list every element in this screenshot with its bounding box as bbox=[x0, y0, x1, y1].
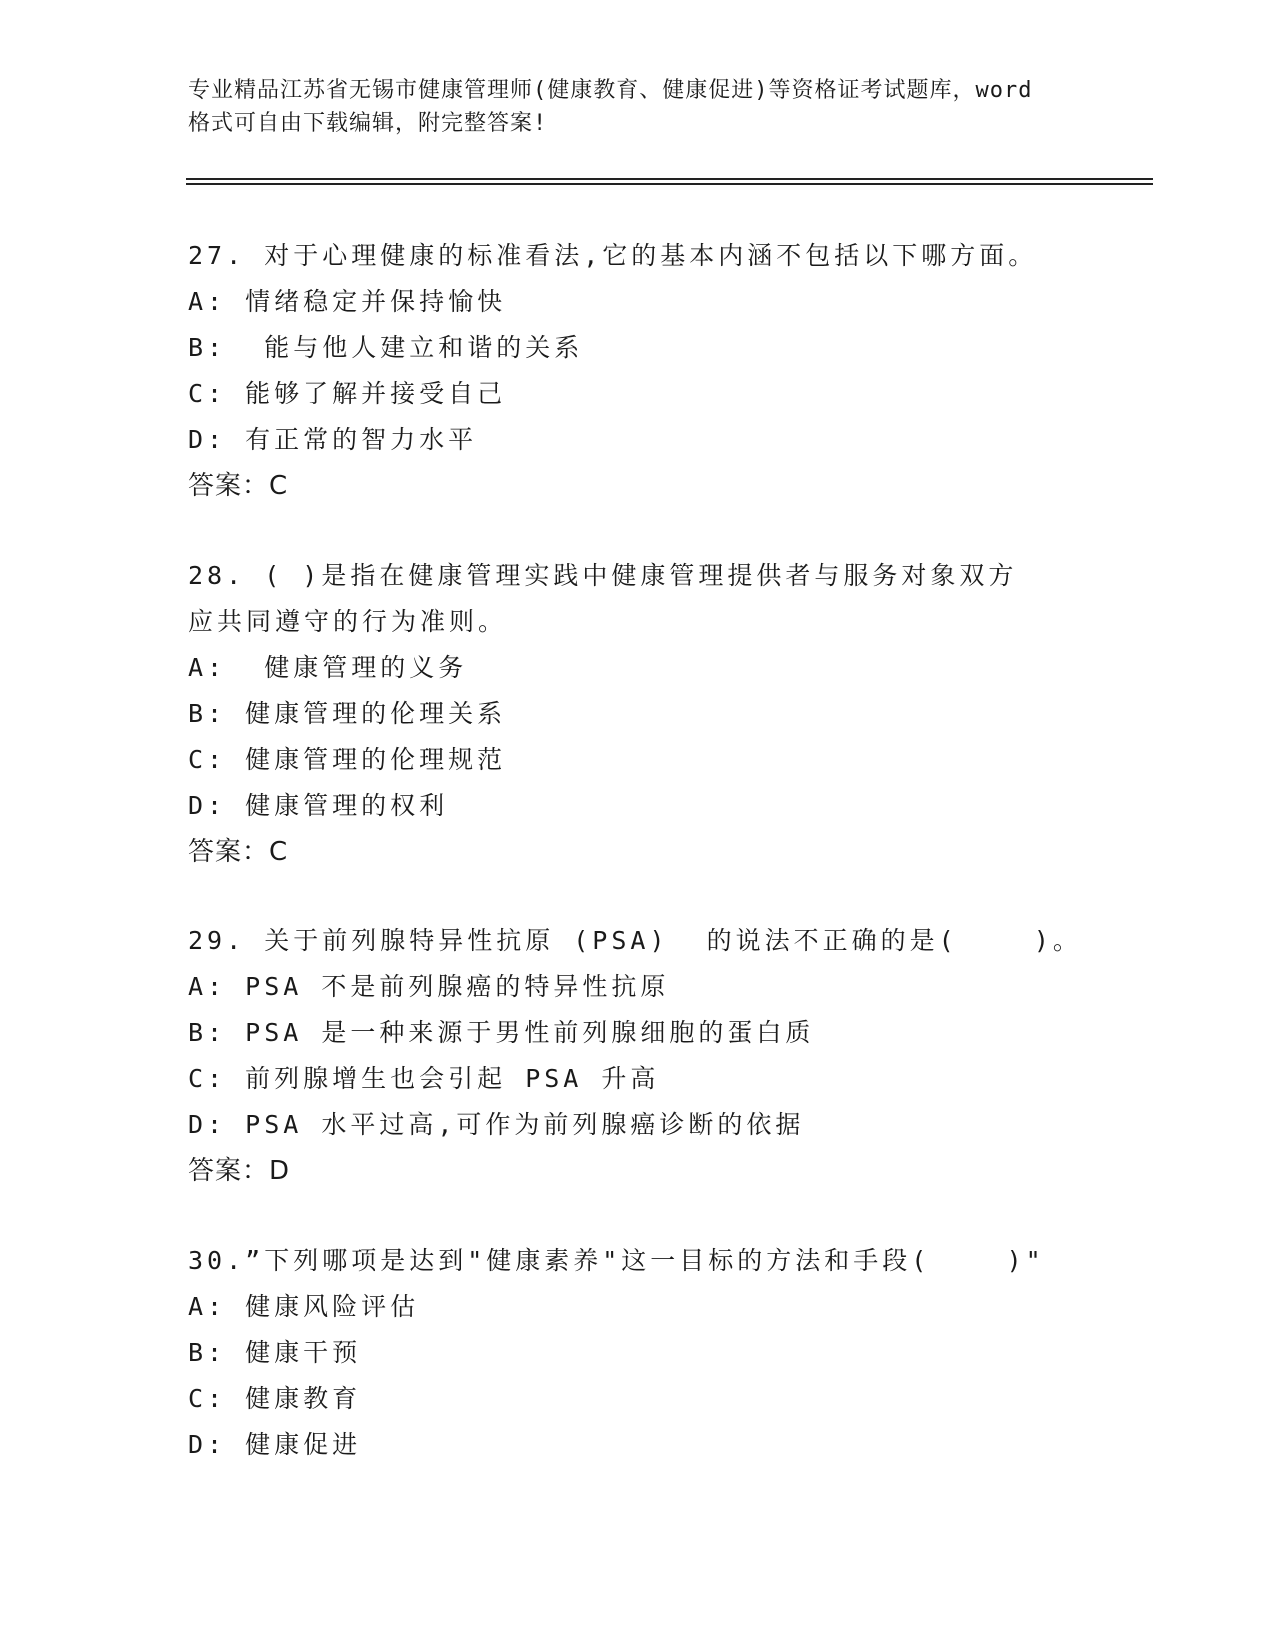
question-29 bbox=[188, 918, 1088, 1194]
option-c: C: 健康教育 bbox=[188, 1384, 362, 1413]
question-stem: 28. ( )是指在健康管理实践中健康管理提供者与服务对象双方应共同遵守的行为准则。 bbox=[188, 561, 1018, 636]
option-c: C: 前列腺增生也会引起 PSA 升高 bbox=[188, 1064, 660, 1093]
question-27 bbox=[188, 233, 1088, 509]
answer-line: 答案：D bbox=[188, 1156, 291, 1186]
option-b: B: 健康管理的伦理关系 bbox=[188, 699, 507, 728]
question-stem: 30.”下列哪项是达到"健康素养"这一目标的方法和手段( )" bbox=[188, 1246, 1045, 1275]
option-d: D: 有正常的智力水平 bbox=[188, 425, 478, 454]
document-header bbox=[188, 74, 1108, 140]
option-d: D: 健康促进 bbox=[188, 1430, 362, 1459]
question-30 bbox=[188, 1238, 1088, 1468]
answer-line: 答案：C bbox=[188, 837, 289, 867]
header-rule-top bbox=[186, 178, 1153, 180]
option-a: A: 健康风险评估 bbox=[188, 1292, 420, 1321]
answer-line: 答案：C bbox=[188, 471, 289, 501]
option-a: A: PSA 不是前列腺癌的特异性抗原 bbox=[188, 972, 670, 1001]
question-stem: 29. 关于前列腺特异性抗原 (PSA) 的说法不正确的是( )。 bbox=[188, 926, 1082, 955]
header-line-2: 格式可自由下载编辑，附完整答案! bbox=[188, 111, 548, 136]
question-stem: 27. 对于心理健康的标准看法,它的基本内涵不包括以下哪方面。 bbox=[188, 241, 1038, 270]
option-b: B: 能与他人建立和谐的关系 bbox=[188, 333, 584, 362]
option-a: A: 健康管理的义务 bbox=[188, 653, 468, 682]
question-28 bbox=[188, 553, 1088, 875]
option-d: D: PSA 水平过高,可作为前列腺癌诊断的依据 bbox=[188, 1110, 805, 1139]
option-d: D: 健康管理的权利 bbox=[188, 791, 449, 820]
option-b: B: 健康干预 bbox=[188, 1338, 362, 1367]
option-c: C: 健康管理的伦理规范 bbox=[188, 745, 507, 774]
header-line-1: 专业精品江苏省无锡市健康管理师(健康教育、健康促进)等资格证考试题库，word bbox=[188, 78, 1033, 103]
option-b: B: PSA 是一种来源于男性前列腺细胞的蛋白质 bbox=[188, 1018, 815, 1047]
option-c: C: 能够了解并接受自己 bbox=[188, 379, 507, 408]
header-rule-bottom bbox=[186, 183, 1153, 185]
option-a: A: 情绪稳定并保持愉快 bbox=[188, 287, 507, 316]
